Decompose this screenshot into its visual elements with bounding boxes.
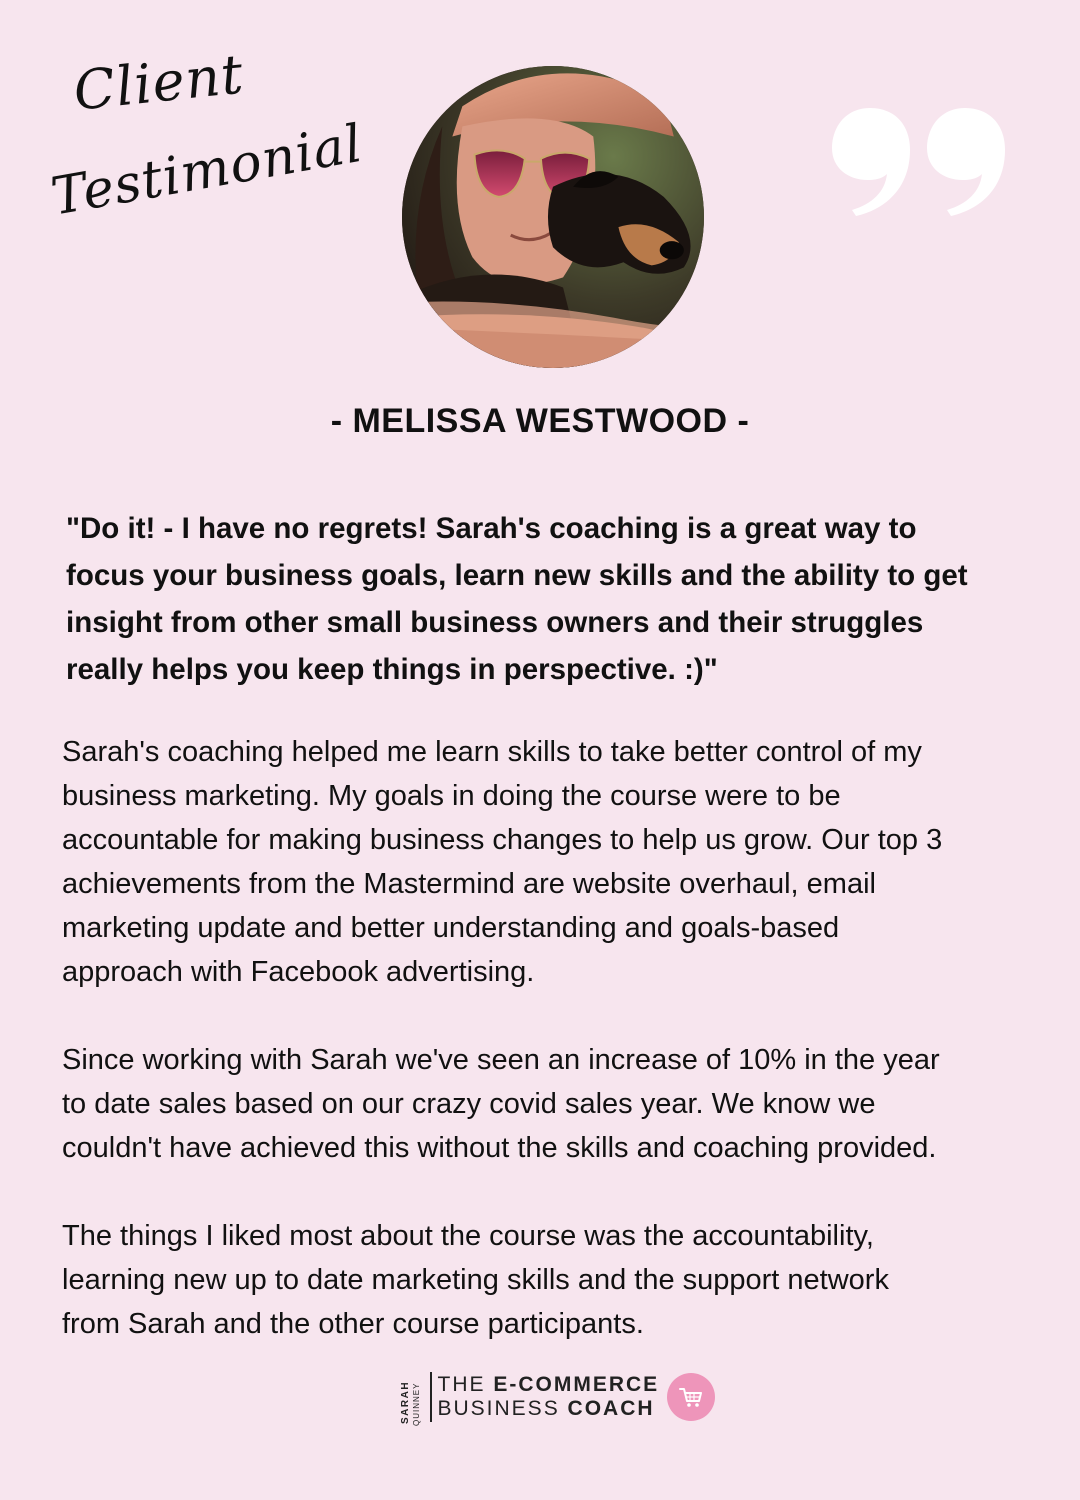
testimonial-paragraph-2: Since working with Sarah we've seen an increase of 10% in the year to date sales based on our crazy covid sales year. We know we couldn't have achieved this without the skills and coaching provided. [62,1044,940,1164]
shopping-cart-icon [667,1373,715,1421]
brand-owner-name [400,1368,424,1426]
brand-line-1-light: THE [437,1373,494,1396]
brand-line-1-bold: E-COMMERCE [493,1373,660,1396]
brand-line-1 [438,1373,660,1397]
brand-divider [430,1372,432,1422]
script-title-testimonial: Testimonial [46,113,368,228]
pull-quote: "Do it! - I have no regrets! Sarah's coaching is a great way to focus your business goals, learn new skills and the ability to get insight from other small business owners and their struggles really helps you keep things in perspective. :)" [66,512,968,686]
brand-line-2-bold: COACH [567,1397,655,1420]
client-name: - MELISSA WESTWOOD - [330,402,750,440]
testimonial-paragraph-3: The things I liked most about the course was the accountability, learning new up to date marketing skills and the support network from Sarah and the other course participants. [62,1220,889,1340]
brand-line-2-light: BUSINESS [437,1397,568,1420]
brand-first-name: SARAH [400,1380,411,1424]
brand-last-name: QUINNEY [412,1382,421,1426]
brand-logo [400,1368,715,1426]
brand-wordmark [438,1373,660,1421]
script-title-client: Client [70,42,247,123]
client-photo [402,66,704,368]
testimonial-paragraph-1: Sarah's coaching helped me learn skills to take better control of my business marketing. My goals in doing the course were to be accountable for making business changes to help us grow. Our top 3 achievements from the Mastermind are website overhaul, email marketing update and better understanding and goals-based approach with Facebook advertising. [62,736,943,988]
quote-marks-icon [830,100,1010,220]
brand-line-2 [438,1397,660,1421]
